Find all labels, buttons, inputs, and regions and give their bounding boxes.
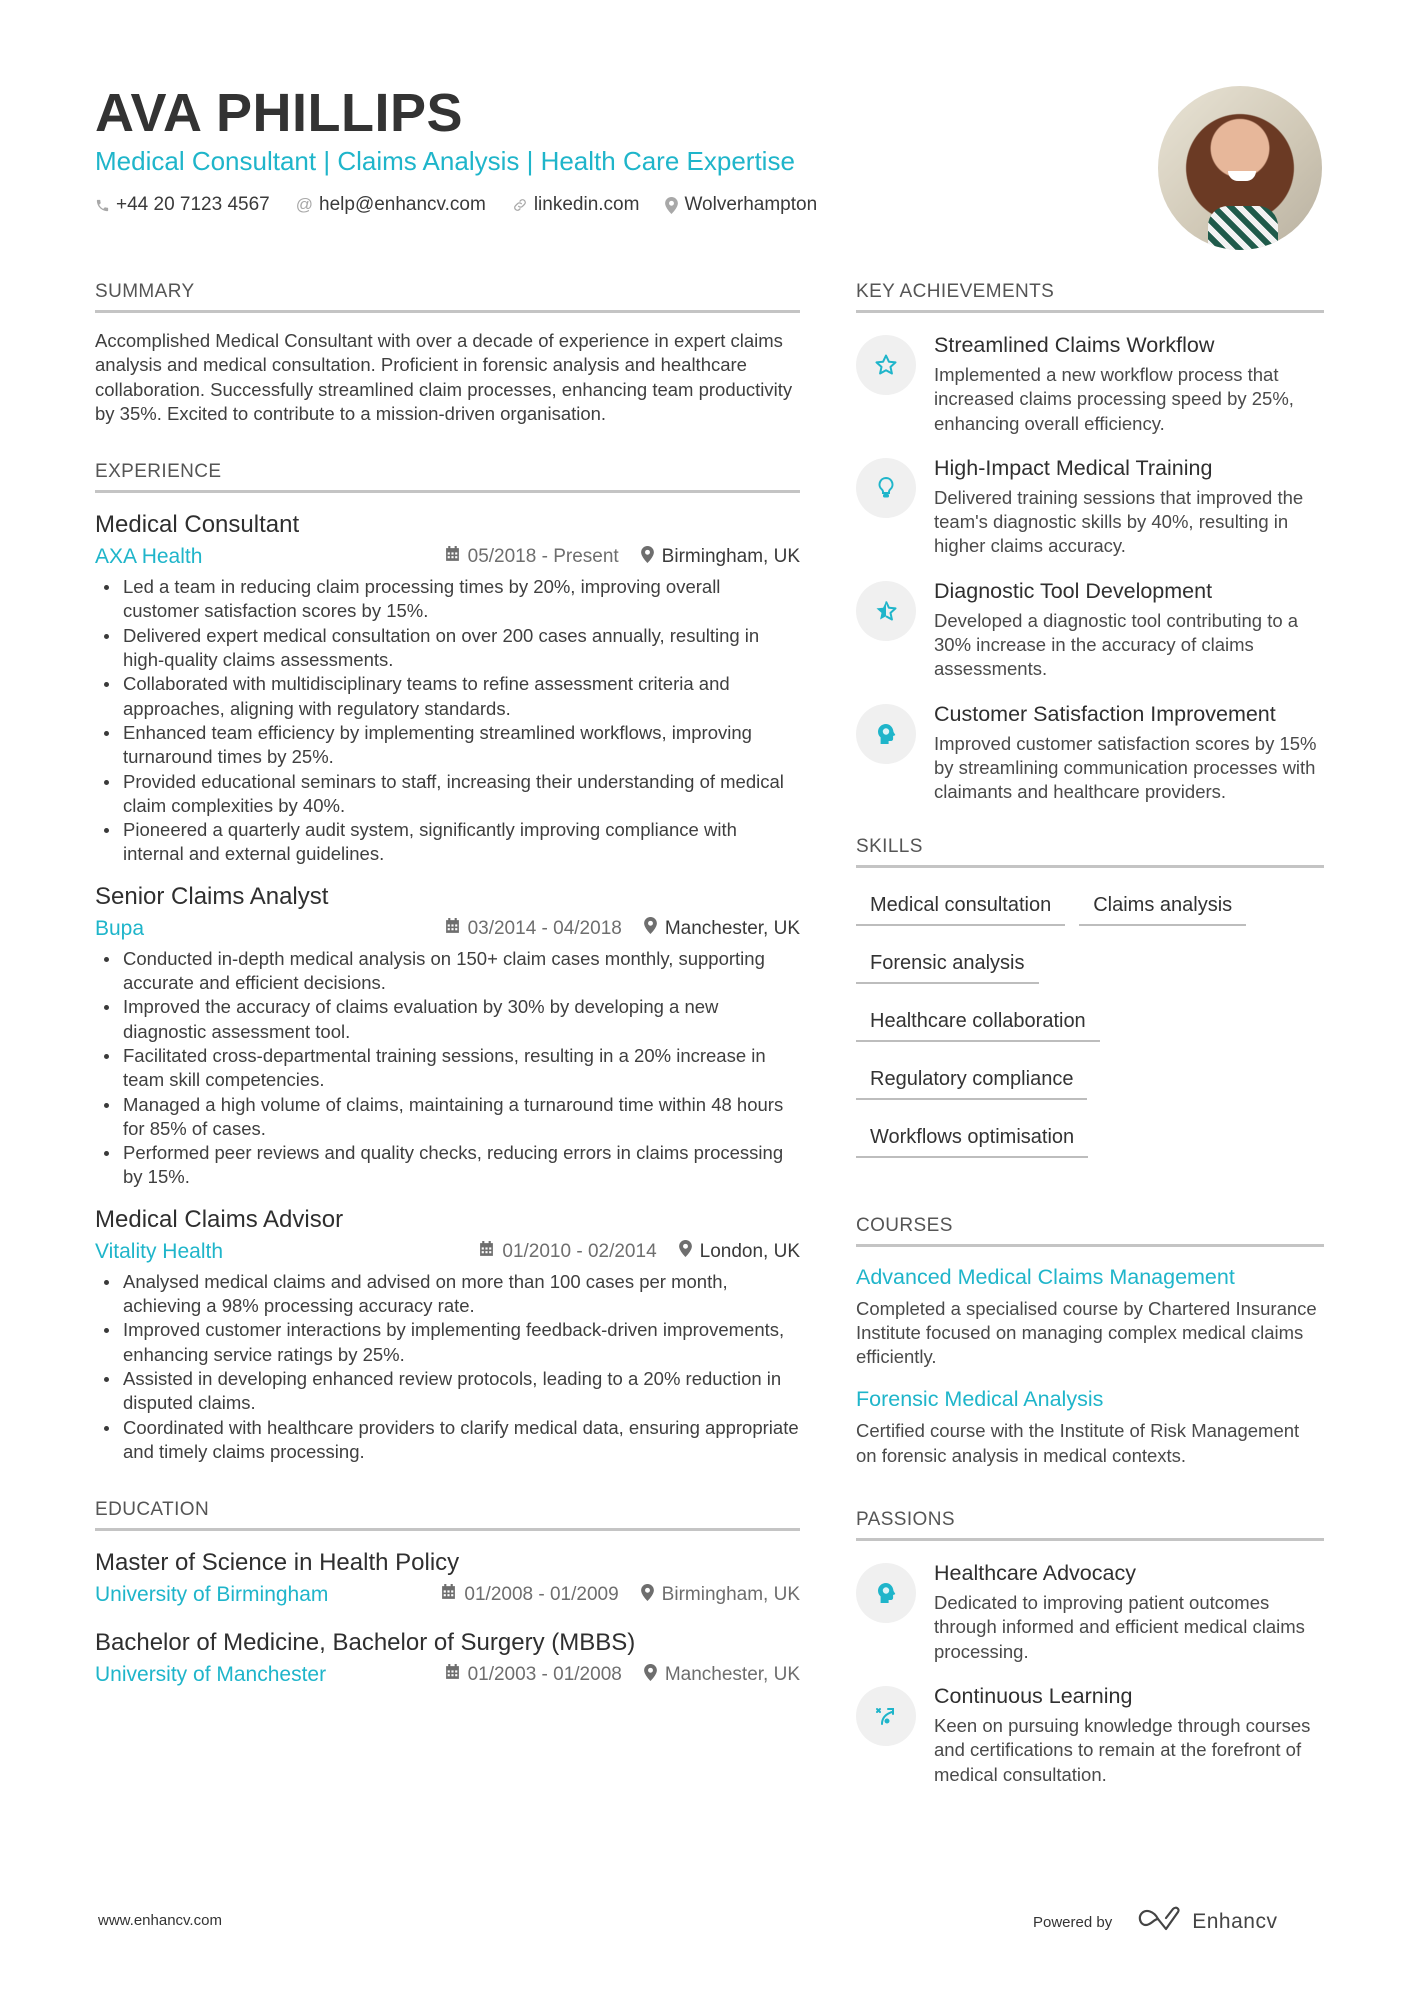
job-dates: 03/2014 - 04/2018 [467,917,622,939]
experience-section [95,460,800,1464]
footer-website[interactable]: www.enhancv.com [98,1912,222,1929]
bullet-item: Led a team in reducing claim processing times by 20%, improving overall customer satisfaction scores by 15%. [95,575,800,624]
achievement-title: High-Impact Medical Training [934,455,1213,480]
job-bullets [95,947,800,1190]
phone-icon [95,198,110,213]
passions-section [856,1508,1324,1787]
job-bullets [95,1270,800,1464]
brand-name: Enhancv [1192,1910,1278,1933]
course-desc: Certified course with the Institute of Risk Management on forensic analysis in medical contexts. [856,1420,1300,1466]
job-location: Manchester, UK [664,917,800,939]
section-title-skills: SKILLS [856,835,1324,868]
section-title-experience: EXPERIENCE [95,460,800,493]
skill-tag: Claims analysis [1079,882,1246,926]
left-column [95,280,800,1715]
bullet-item: Provided educational seminars to staff, increasing their understanding of medical claim complexities by 40%. [95,770,800,819]
job-title: Medical Claims Advisor [95,1205,344,1233]
course-item [856,1385,1324,1468]
bullet-item: Conducted in-depth medical analysis on 150+ claim cases monthly, supporting accurate and efficient decisions. [95,947,800,996]
calendar-icon [445,546,460,568]
achievement-desc: Developed a diagnostic tool contributing to a 30% increase in the accuracy of claims assessments. [934,609,1299,680]
location-pin-icon [641,546,654,569]
job-entry [95,881,800,1190]
achievement-title: Customer Satisfaction Improvement [934,701,1276,726]
achievement-item [856,700,1324,805]
school-name: University of Manchester [95,1663,327,1687]
company-name: Vitality Health [95,1239,224,1263]
job-title: Medical Consultant [95,511,300,539]
passion-item [856,1682,1324,1787]
calendar-icon [445,1664,460,1686]
summary-text: Accomplished Medical Consultant with over a decade of experience in expert claims analysis and medical consultation. Proficient in forensic analysis and healthcare collaboration. Successfully streamlined claim processes, enhancing team productivity by 35%. Excited to contribute to a mission-driven organisation. [95,330,793,424]
passion-item [856,1559,1324,1664]
contact-location: Wolverhampton [665,194,817,216]
job-dates: 05/2018 - Present [467,546,619,568]
bullet-item: Analysed medical claims and advised on more than 100 cases per month, achieving a 98% processing accuracy rate. [95,1270,800,1319]
contact-row [95,194,1145,216]
job-entry [95,1204,800,1464]
passion-desc: Keen on pursuing knowledge through courses and certifications to remain at the forefront of medical consultation. [934,1714,1311,1785]
link-icon [512,197,528,213]
job-location: London, UK [699,1240,800,1262]
bullet-item: Enhanced team efficiency by implementing streamlined workflows, improving turnaround times by 25%. [95,721,800,770]
skill-tag: Regulatory compliance [856,1056,1087,1100]
strategy-arrow-icon [856,1686,916,1746]
skill-tag: Workflows optimisation [856,1114,1088,1158]
degree-title: Bachelor of Medicine, Bachelor of Surgery (MBBS) [95,1629,636,1657]
job-meta [95,915,800,943]
brand-logo[interactable] [1136,1906,1277,1938]
bullet-item: Managed a high volume of claims, maintaining a turnaround time within 48 hours for 85% of cases. [95,1093,800,1142]
achievement-item [856,454,1324,559]
skills-section [856,835,1324,1172]
bullet-item: Facilitated cross-departmental training sessions, resulting in a 20% increase in team skill competencies. [95,1044,800,1093]
course-title: Advanced Medical Claims Management [856,1264,1235,1289]
calendar-icon [479,1241,494,1263]
head-brain-icon [856,704,916,764]
location-pin-icon [644,917,657,940]
achievement-item [856,577,1324,682]
skill-tag: Medical consultation [856,882,1065,926]
achievement-title: Streamlined Claims Workflow [934,333,1215,357]
school-name: University of Birmingham [95,1583,329,1607]
passion-title: Continuous Learning [934,1683,1133,1708]
section-title-achievements: KEY ACHIEVEMENTS [856,280,1324,313]
candidate-name: AVA PHILLIPS [95,83,464,143]
location-pin-icon [644,1664,657,1687]
skill-tag: Forensic analysis [856,940,1039,984]
contact-phone[interactable]: +44 20 7123 4567 [95,194,270,216]
bullet-item: Pioneered a quarterly audit system, significantly improving compliance with internal and external guidelines. [95,818,800,867]
degree-title: Master of Science in Health Policy [95,1549,460,1577]
bullet-item: Coordinated with healthcare providers to clarify medical data, ensuring appropriate and timely claims processing. [95,1416,800,1465]
skill-tag: Healthcare collaboration [856,998,1100,1042]
education-dates: 01/2008 - 01/2009 [464,1584,619,1606]
job-meta [95,543,800,571]
bullet-item: Delivered expert medical consultation on over 200 cases annually, resulting in high-quality claims assessments. [95,624,800,673]
calendar-icon [445,918,460,940]
headline: Medical Consultant | Claims Analysis | Health Care Expertise [95,146,795,176]
summary-section [95,280,800,426]
half-star-icon [856,581,916,641]
job-dates: 01/2010 - 02/2014 [502,1240,657,1262]
passion-title: Healthcare Advocacy [934,1561,1136,1586]
course-title: Forensic Medical Analysis [856,1387,1104,1412]
education-entry [95,1547,800,1609]
head-brain-icon [856,1563,916,1623]
achievements-section [856,280,1324,805]
course-item [856,1263,1324,1370]
footer-branding [1033,1906,1277,1938]
lightbulb-icon [856,458,916,518]
education-location: Birmingham, UK [661,1584,800,1606]
bullet-item: Performed peer reviews and quality checks, reducing errors in claims processing by 15%. [95,1141,800,1190]
courses-section [856,1214,1324,1468]
education-entry [95,1627,800,1689]
section-title-summary: SUMMARY [95,280,800,313]
calendar-icon [441,1584,456,1606]
education-dates: 01/2003 - 01/2008 [467,1664,622,1686]
achievement-item [856,331,1324,436]
right-column [856,280,1324,1813]
location-pin-icon [665,197,678,214]
education-section [95,1498,800,1689]
location-pin-icon [641,1584,654,1607]
profile-photo [1158,86,1322,250]
achievement-desc: Delivered training sessions that improved the team's diagnostic skills by 40%, resulting in higher claims accuracy. [934,486,1304,557]
bullet-item: Improved the accuracy of claims evaluation by 30% by developing a new diagnostic assessment tool. [95,995,800,1044]
course-desc: Completed a specialised course by Chartered Insurance Institute focused on managing complex medical claims efficiently. [856,1297,1317,1368]
company-name: AXA Health [95,545,203,569]
bullet-item: Improved customer interactions by implementing feedback-driven improvements, enhancing service ratings by 25%. [95,1318,800,1367]
achievement-title: Diagnostic Tool Development [934,578,1213,603]
contact-email[interactable]: @ help@enhancv.com [295,194,486,215]
section-title-courses: COURSES [856,1214,1324,1247]
company-name: Bupa [95,916,145,940]
enhancv-logo-icon [1136,1906,1182,1938]
header [95,82,1145,216]
bullet-item: Collaborated with multidisciplinary teams to refine assessment criteria and approaches, aligning with regulatory standards. [95,672,800,721]
job-entry [95,509,800,867]
achievement-desc: Improved customer satisfaction scores by 15% by streamlining communication processes with claimants and healthcare providers. [934,732,1317,803]
at-icon: @ [295,195,314,214]
passion-desc: Dedicated to improving patient outcomes through informed and efficient medical claims processing. [934,1592,1305,1662]
education-location: Manchester, UK [664,1664,800,1686]
skills-list [856,882,1324,1172]
section-title-passions: PASSIONS [856,1508,1324,1541]
job-location: Birmingham, UK [661,546,800,568]
section-title-education: EDUCATION [95,1498,800,1531]
star-outline-icon [856,335,916,395]
achievement-desc: Implemented a new workflow process that increased claims processing speed by 25%, enhancing overall efficiency. [934,364,1294,434]
job-bullets [95,575,800,867]
job-title: Senior Claims Analyst [95,882,329,910]
bullet-item: Assisted in developing enhanced review protocols, leading to a 20% reduction in disputed claims. [95,1367,800,1416]
job-meta [95,1238,800,1266]
powered-by-label: Powered by [1033,1913,1113,1931]
location-pin-icon [679,1240,692,1263]
contact-linkedin[interactable]: linkedin.com [512,194,640,216]
